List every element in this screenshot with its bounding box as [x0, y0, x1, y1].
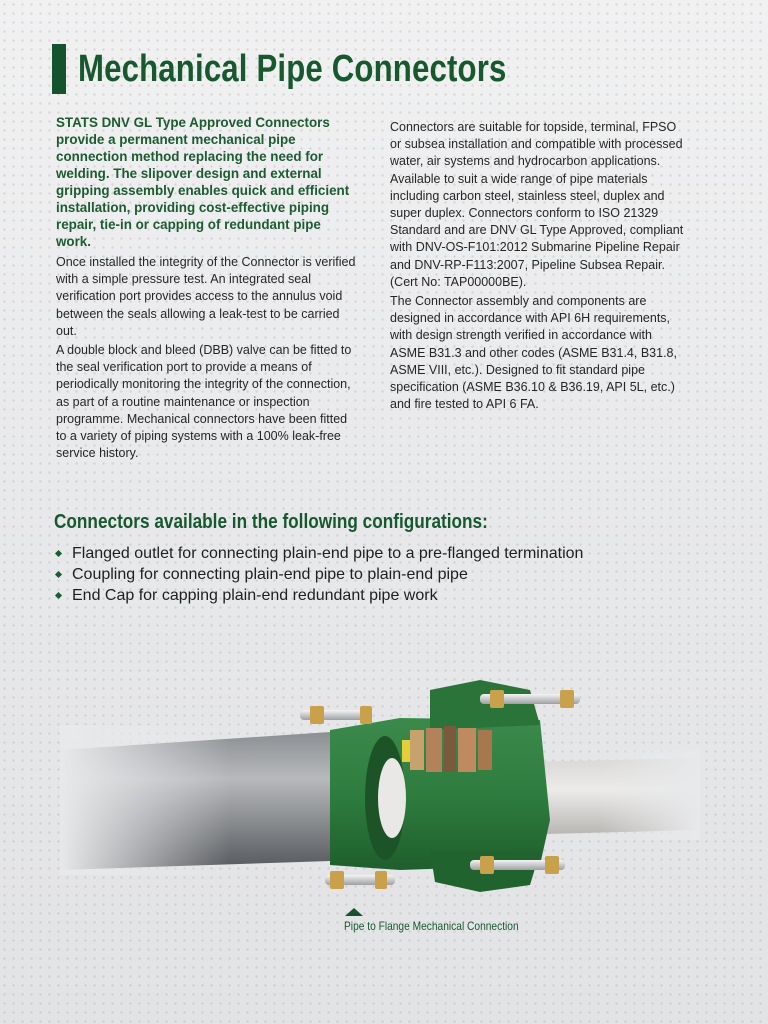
configurations-heading: Connectors available in the following configurations:	[54, 511, 488, 533]
body-paragraph: Once installed the integrity of the Connector is verified with a simple pressure test. An integrated seal verification port provides access to the annulus void between the seals allowing a leak-test to be carried out.	[56, 255, 356, 338]
right-column	[390, 119, 690, 415]
lead-paragraph: STATS DNV GL Type Approved Connectors provide a permanent mechanical pipe connection method replacing the need for welding. The slipover design and external gripping assembly enables quick and efficient installation, providing cost-effective piping repair, tie-in or capping of redundant pipe work.	[56, 115, 350, 249]
body-paragraph: The Connector assembly and components are designed in accordance with API 6H requirements, with design strength verified in accordance with ASME B31.3 and other codes (ASME B31.4, B31.8, ASME VIII, etc.). Designed to fit standard pipe specification (ASME B36.10 & B36.19, API 5L, etc.) and fire tested to API 6 FA.	[390, 294, 677, 412]
title-accent-bar	[52, 44, 66, 94]
diamond-bullet-icon	[55, 550, 62, 557]
list-item: Coupling for connecting plain-end pipe to plain-end pipe	[56, 564, 583, 585]
diamond-bullet-icon	[55, 592, 62, 599]
figure-caption: Pipe to Flange Mechanical Connection	[344, 919, 519, 933]
list-item: Flanged outlet for connecting plain-end pipe to a pre-flanged termination	[56, 543, 583, 564]
pipe-connector-illustration	[60, 670, 720, 910]
configurations-list	[56, 543, 583, 606]
caption-marker-icon	[345, 908, 363, 916]
list-item: End Cap for capping plain-end redundant pipe work	[56, 585, 583, 606]
left-column	[56, 114, 356, 464]
body-paragraph: Connectors are suitable for topside, terminal, FPSO or subsea installation and compatible with processed water, air systems and hydrocarbon applications. Available to suit a wide range of pipe materials including carbon steel, stainless steel, duplex and super duplex. Connectors conform to ISO 21329 Standard and are DNV GL Type Approved, compliant with DNV-OS-F101:2012 Submarine Pipeline Repair and DNV-RP-F113:2007, Pipeline Subsea Repair. (Cert No: TAP00000BE).	[390, 120, 684, 289]
diamond-bullet-icon	[55, 571, 62, 578]
body-paragraph: A double block and bleed (DBB) valve can be fitted to the seal verification port to provide a means of periodically monitoring the integrity of the connection, as part of a routine maintenance or inspection programme. Mechanical connectors have been fitted to a variety of piping systems with a 100% leak-free service history.	[56, 343, 352, 461]
page-title: Mechanical Pipe Connectors	[78, 48, 507, 90]
